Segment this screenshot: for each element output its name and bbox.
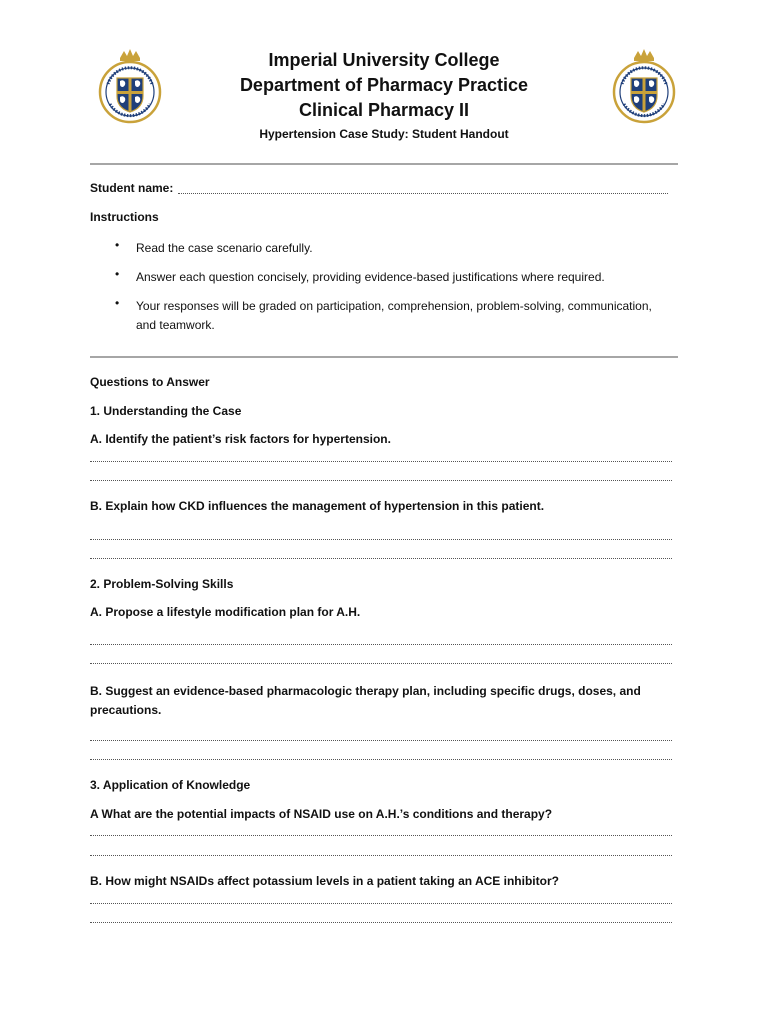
section-title: 3. Application of Knowledge (90, 778, 251, 792)
university-seal-left-icon (98, 48, 162, 128)
course-name: Clinical Pharmacy II (298, 100, 470, 120)
question-text: A. Identify the patient’s risk factors for hypertension. (90, 432, 391, 446)
section-title: 1. Understanding the Case (90, 404, 242, 418)
question-text: B. Explain how CKD influences the management of hypertension in this patient. (90, 499, 545, 513)
header-divider (90, 163, 678, 165)
answer-line[interactable] (90, 558, 672, 559)
department-name: Department of Pharmacy Practice (239, 75, 529, 95)
handout-page: Imperial University College Department of Pharmacy Practice Clinical Pharmacy II Hypertension Case Study: Student Handout Student name: Instructions • Read the case scenario carefully. • Answer each question concisely, providing evidence-based justifications where required. • Your responses will be graded on participation, comprehension, problem-solving, communication, and teamwork. Questions to Answer 1. Understanding the Case A. Identify the patient’s risk factors for hypertension. B. Explain how CKD influences the management of hypertension in this patient. 2. Problem-Solving Skills A. Propose a lifestyle modification plan for A.H. B. Suggest an evidence-based pharmacologic therapy plan, including specific drugs, doses, and precautions. 3. Application of Knowledge A What are the potential impacts of NSAID use on A.H.’s conditions and therapy? B. How might NSAIDs affect potassium levels in a patient taking an ACE inhibitor? (0, 0, 768, 1024)
answer-line[interactable] (90, 903, 672, 904)
student-name-label: Student name: (90, 181, 174, 195)
answer-line[interactable] (90, 539, 672, 540)
section-divider (90, 356, 678, 358)
header (0, 44, 768, 144)
question-text: A What are the potential impacts of NSAID use on A.H.’s conditions and therapy? (90, 807, 553, 821)
questions-heading: Questions to Answer (90, 375, 210, 389)
question-text: B. How might NSAIDs affect potassium levels in a patient taking an ACE inhibitor? (90, 874, 559, 888)
answer-line[interactable] (90, 644, 672, 645)
answer-line[interactable] (90, 855, 672, 856)
student-name-field[interactable] (178, 193, 668, 194)
answer-line[interactable] (90, 663, 672, 664)
answer-line[interactable] (90, 480, 672, 481)
university-seal-right-icon (612, 48, 676, 128)
answer-line[interactable] (90, 922, 672, 923)
question-text: B. Suggest an evidence-based pharmacologic therapy plan, including specific drugs, doses, and precautions. (90, 684, 641, 717)
bullet-icon: • (115, 296, 120, 310)
answer-line[interactable] (90, 759, 672, 760)
question-text: A. Propose a lifestyle modification plan for A.H. (90, 605, 361, 619)
bullet-icon: • (115, 238, 120, 252)
instructions-heading: Instructions (90, 210, 159, 224)
bullet-icon: • (115, 267, 120, 281)
answer-line[interactable] (90, 835, 672, 836)
answer-line[interactable] (90, 740, 672, 741)
institution-name: Imperial University College (268, 50, 500, 70)
handout-title: Hypertension Case Study: Student Handout (259, 127, 509, 141)
answer-line[interactable] (90, 461, 672, 462)
header-titles (180, 48, 588, 143)
section-title: 2. Problem-Solving Skills (90, 577, 234, 591)
